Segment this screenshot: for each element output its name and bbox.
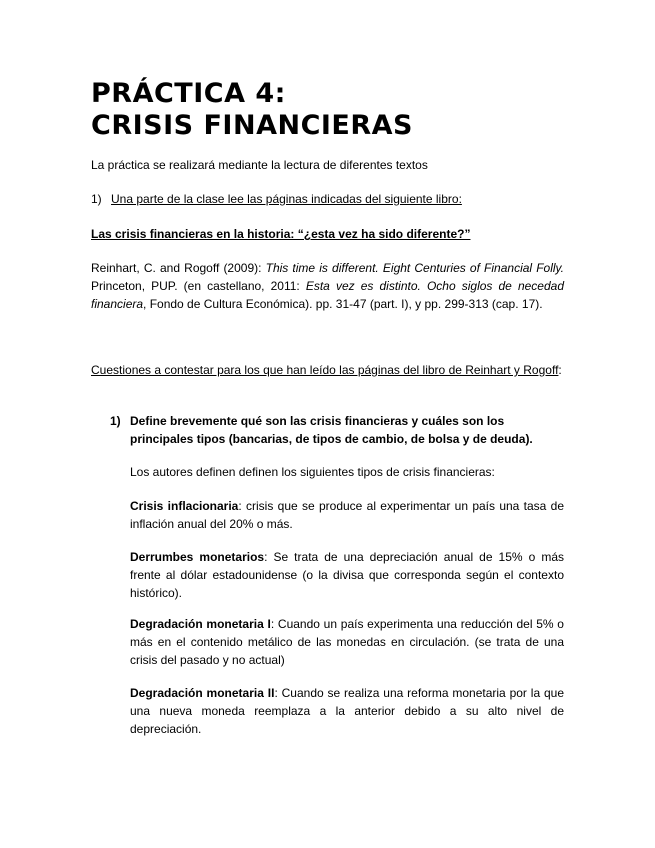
definition-3 [130,615,564,669]
definition-text: : Cuando un país experimenta una reducción del 5% o más en el contenido metálico de las monedas en circulación. (se trata de una crisis del pasado y no actual) [130,617,564,667]
reference-publisher: Princeton, PUP. (en castellano, 2011: [91,279,306,293]
reference-author: Reinhart, C. and Rogoff (2009): [91,261,266,275]
title-line-1: PRÁCTICA 4: [91,78,286,109]
intro-text: La práctica se realizará mediante la lectura de diferentes textos [91,158,428,172]
questions-heading [91,361,564,379]
item-1 [91,190,571,208]
question-1-text: Define brevemente qué son las crisis financieras y cuáles son los principales tipos (bancarias, de tipos de cambio, de bolsa y de deuda). [130,414,533,446]
questions-heading-colon: : [558,363,562,377]
definition-4 [130,684,564,738]
item-1-number: 1) [91,192,102,206]
definition-text: : Se trata de una depreciación anual de 15% o más frente al dólar estadounidense (o la divisa que corresponda según el contexto histórico). [130,550,565,600]
page-title [91,78,413,142]
title-line-2: CRISIS FINANCIERAS [91,110,414,141]
definition-1 [130,497,564,533]
reference-title-en: This time is different. Eight Centuries of Financial Folly. [265,261,564,275]
reference-pages: , Fondo de Cultura Económica). pp. 31-47 (part. I), y pp. 299-313 (cap. 17). [143,297,543,311]
definition-text: : Cuando se realiza una reforma monetaria por la que una nueva moneda reemplaza a la anterior debido a su alto nivel de depreciación. [130,686,564,736]
book-reference [91,259,564,313]
answer-intro: Los autores definen definen los siguientes tipos de crisis financieras: [130,465,495,479]
definition-term: Degradación monetaria II [130,686,275,700]
definition-term: Derrumbes monetarios [130,550,265,564]
definition-term: Degradación monetaria I [130,617,271,631]
definition-term: Crisis inflacionaria [130,499,239,513]
definition-text: : crisis que se produce al experimentar un país una tasa de inflación anual del 20% o más. [130,499,564,531]
question-1-number: 1) [110,414,121,428]
reference-title-es: Esta vez es distinto. Ocho siglos de necedad financiera [91,279,564,311]
book-title: Las crisis financieras en la historia: “¿esta vez ha sido diferente?” [91,227,471,241]
item-1-text: Una parte de la clase lee las páginas indicadas del siguiente libro: [111,192,462,206]
definition-2 [130,548,564,602]
questions-heading-text: Cuestiones a contestar para los que han leído las páginas del libro de Reinhart y Rogoff [91,363,559,377]
